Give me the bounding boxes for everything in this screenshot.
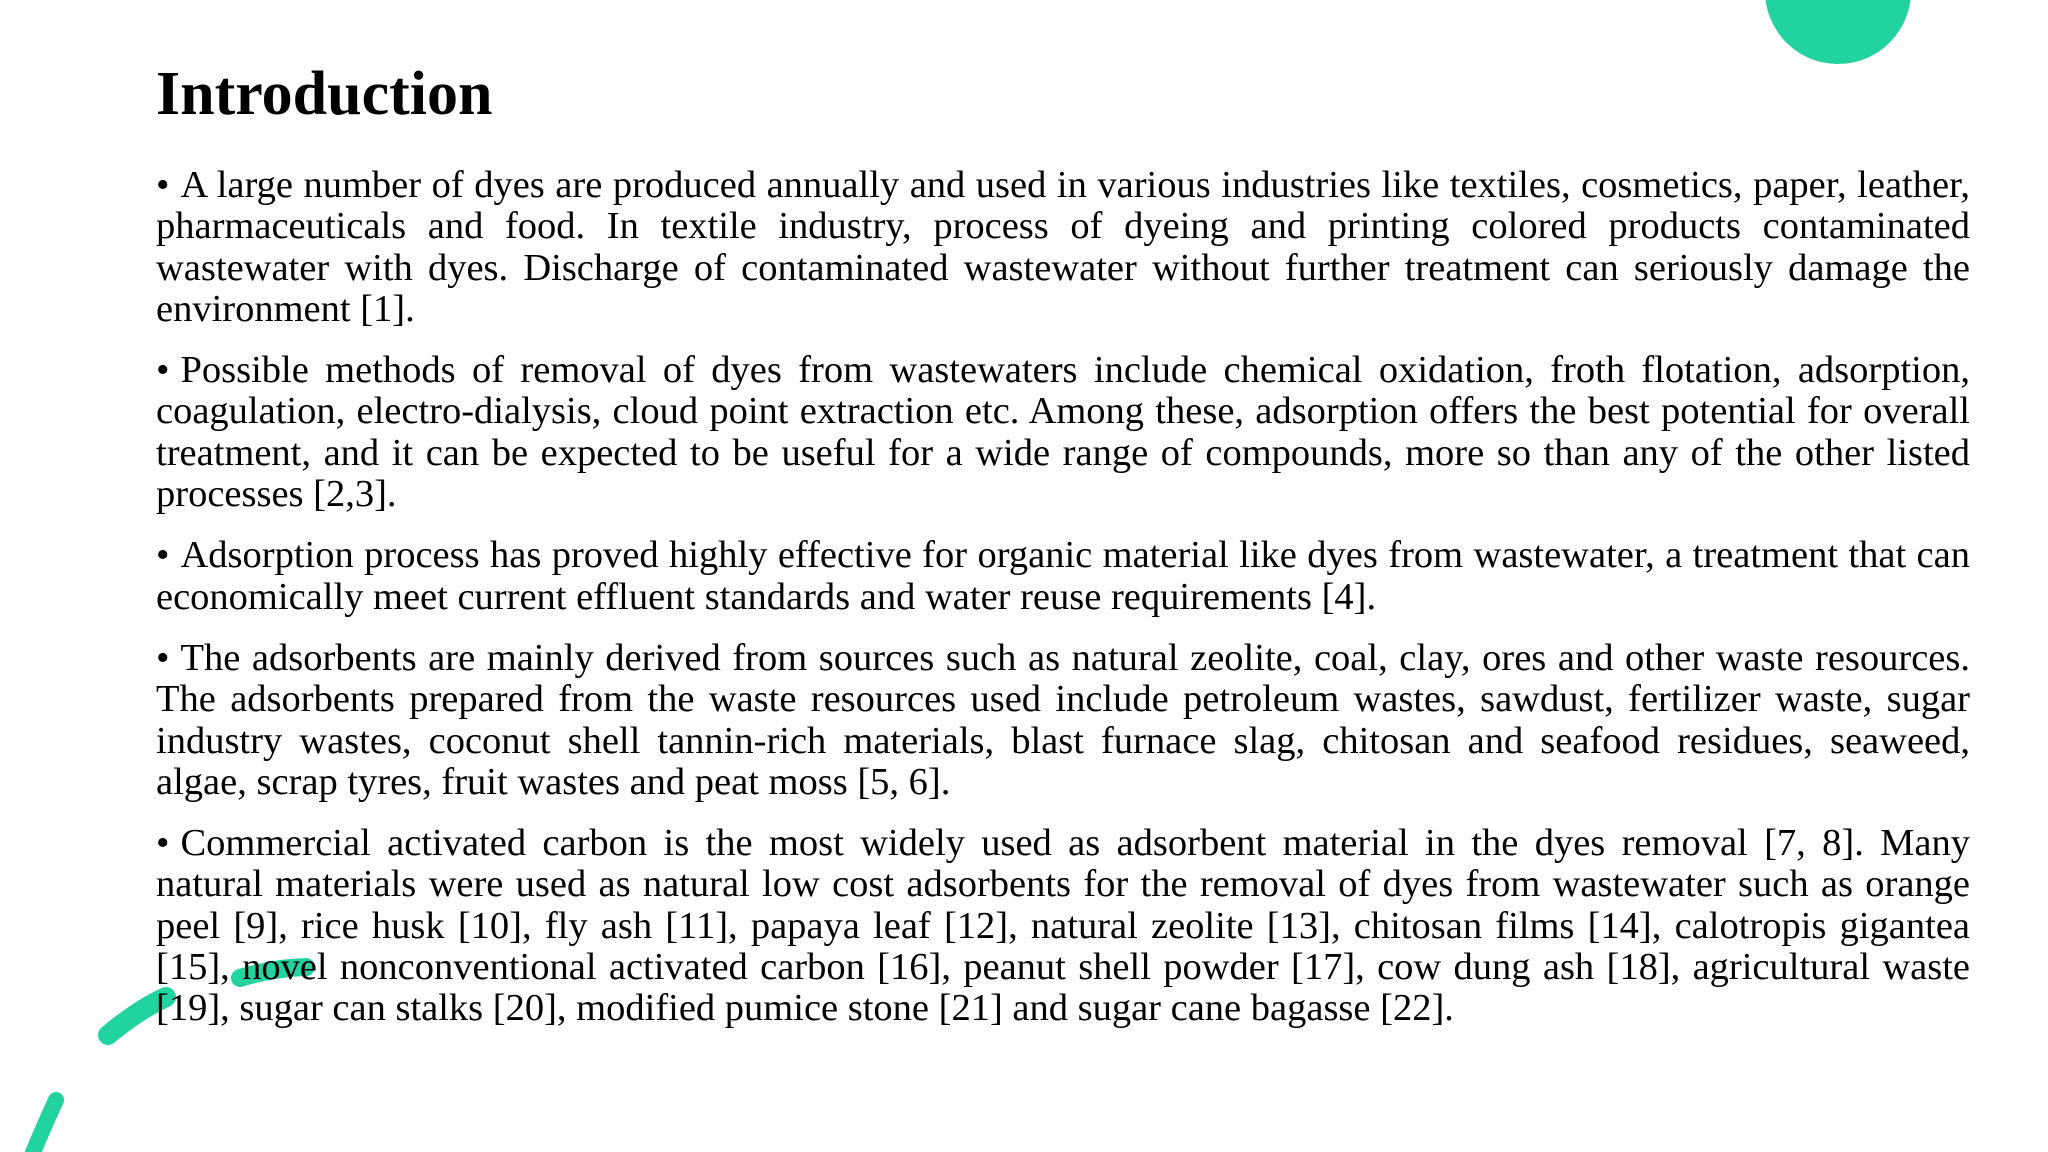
bullet-item [156,823,1970,1029]
bullet-text: The adsorbents are mainly derived from sources such as natural zeolite, coal, clay, ores and other waste resources. The adsorbents prepared from the waste resources used include petroleum wastes, sawdust, fertilizer waste, sugar industry wastes, coconut shell tannin-rich materials, blast furnace slag, chitosan and seafood residues, seaweed, algae, scrap tyres, fruit wastes and peat moss [5, 6]. [156,636,1970,803]
bullet-text: A large number of dyes are produced annually and used in various industries like textiles, cosmetics, paper, leather, pharmaceuticals and food. In textile industry, process of dyeing and printing colored products contaminated wastewater with dyes. Discharge of contaminated wastewater without further treatment can seriously damage the environment [1]. [156,164,1970,330]
bullet-item [156,638,1970,803]
brush-stroke-lower [30,1100,56,1152]
bullet-marker: • [156,164,170,206]
bullet-item [156,165,1970,330]
bullet-item [156,350,1970,515]
bullet-marker: • [156,349,170,392]
bullet-text: Adsorption process has proved highly effective for organic material like dyes from wastewater, a treatment that can economically meet current effluent standards and water reuse requirements [4]. [156,534,1970,618]
bullet-list [156,165,1970,1050]
slide-title: Introduction [156,60,493,128]
decorative-circle [1765,0,1911,64]
bullet-text: Possible methods of removal of dyes from wastewaters include chemical oxidation, froth flotation, adsorption, coagulation, electro-dialysis, cloud point extraction etc. Among these, adsorption offers the best potential for overall treatment, and it can be expected to be useful for a wide range of compounds, more so than any of the other listed processes [2,3]. [156,349,1970,516]
bullet-marker: • [156,534,170,577]
bullet-marker: • [156,822,170,865]
bullet-item [156,535,1970,618]
bullet-text: Commercial activated carbon is the most widely used as adsorbent material in the dyes removal [7, 8]. Many natural materials were used as natural low cost adsorbents for the removal of dyes from wastewater such as orange peel [9], rice husk [10], fly ash [11], papaya leaf [12], natural zeolite [13], chitosan films [14], calotropis gigantea [15], novel nonconventional activated carbon [16], peanut shell powder [17], cow dung ash [18], agricultural waste [19], sugar can stalks [20], modified pumice stone [21] and sugar cane bagasse [22]. [156,822,1970,1030]
bullet-marker: • [156,636,170,679]
